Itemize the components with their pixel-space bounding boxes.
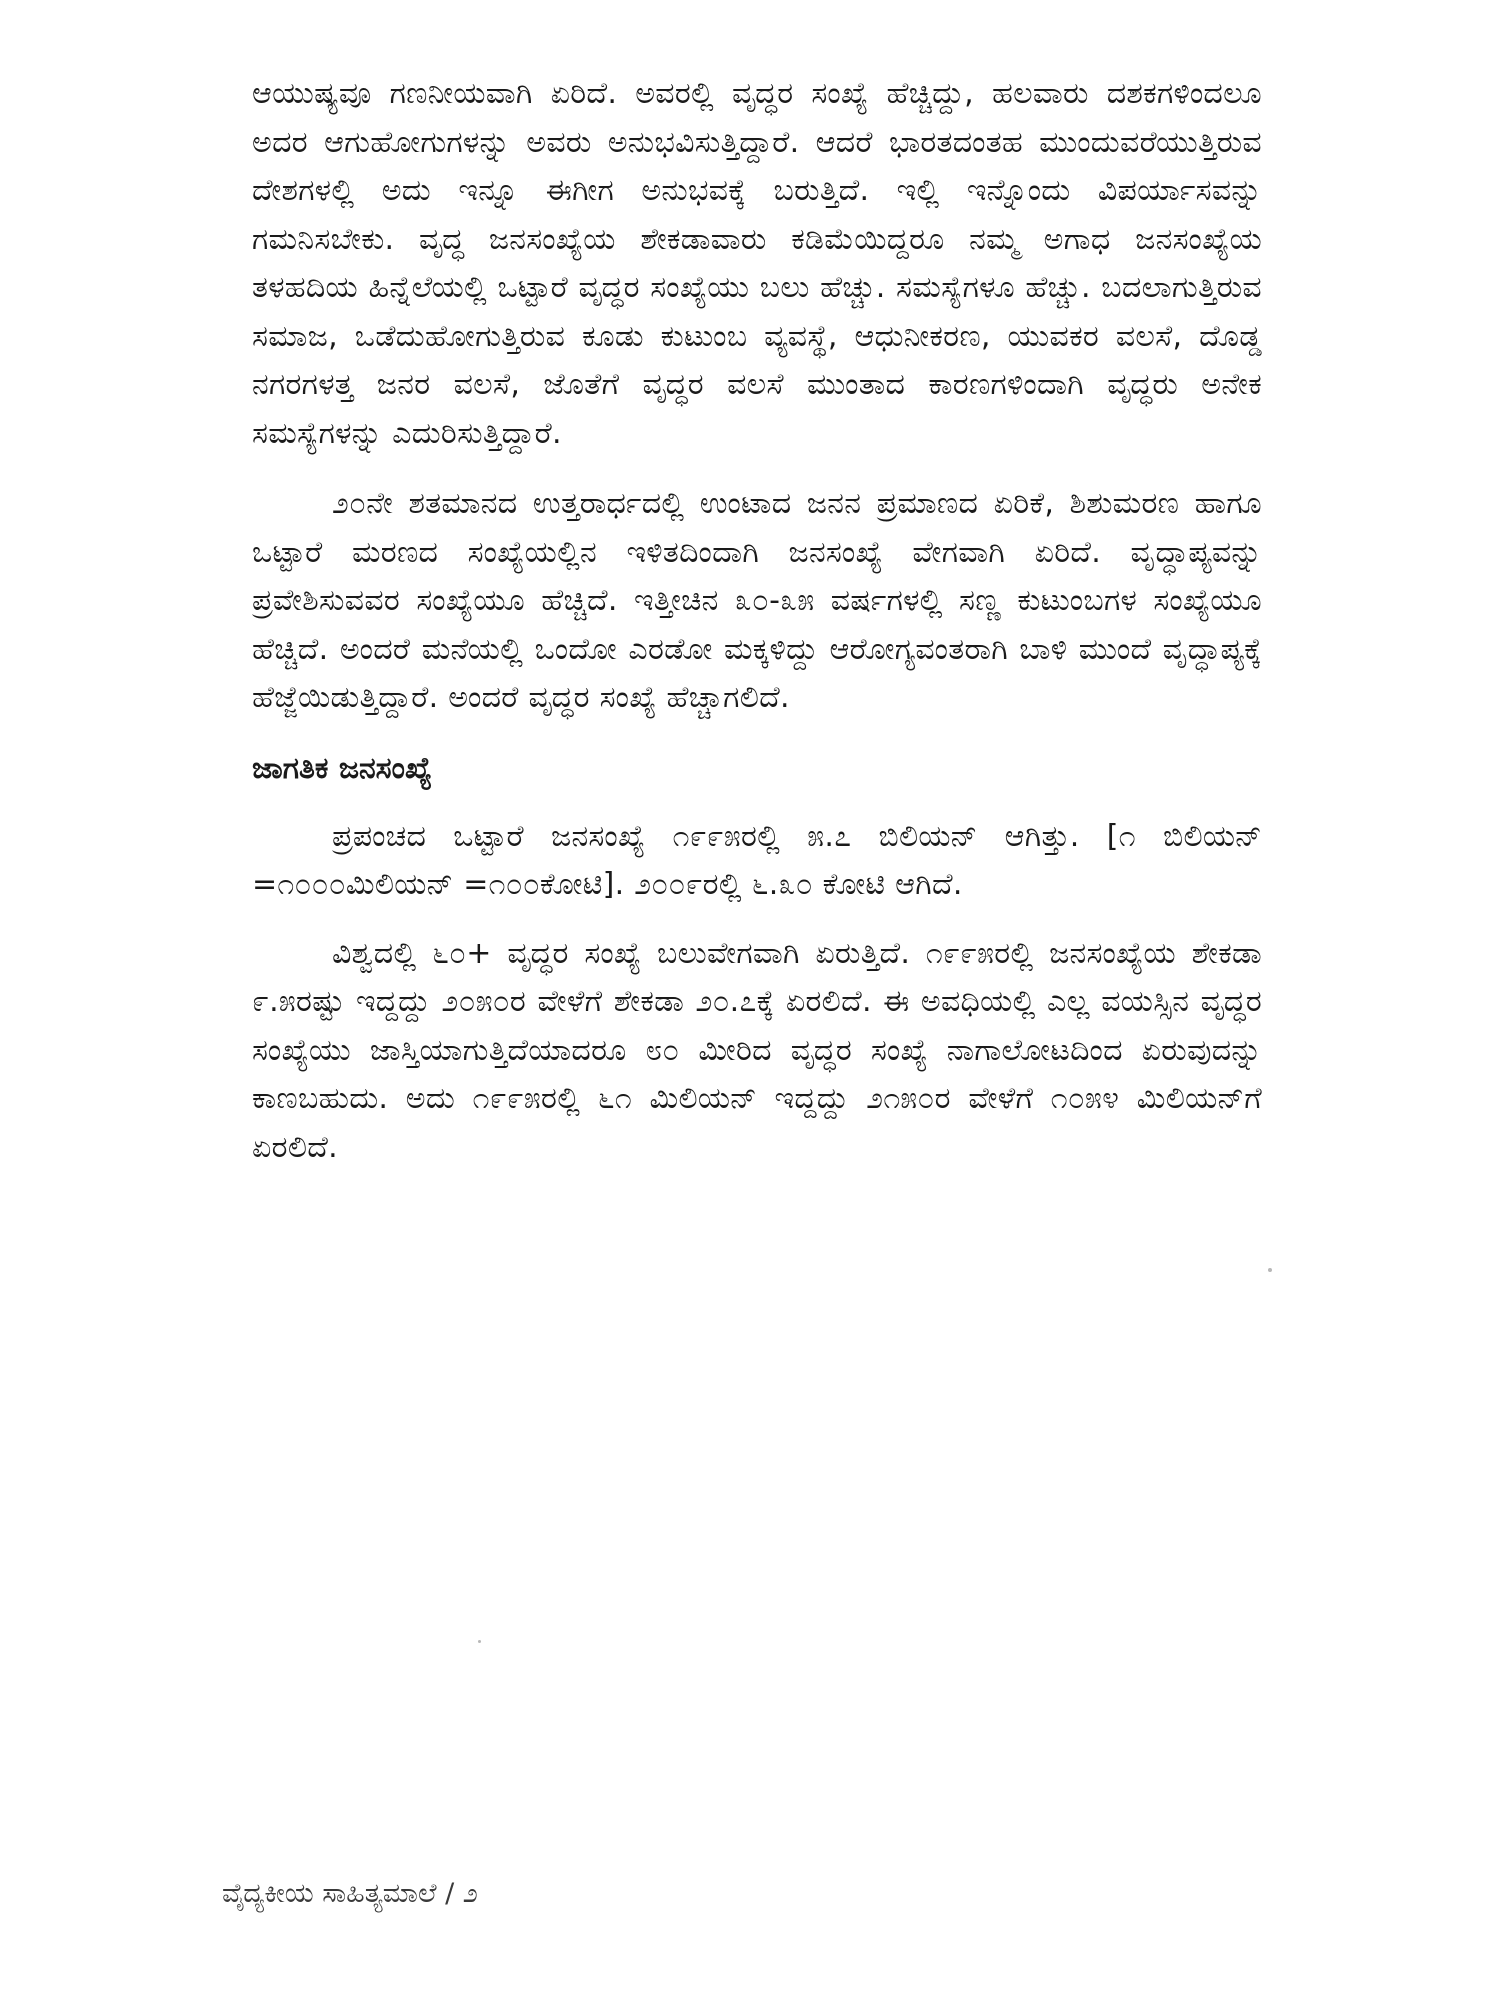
paragraph-elderly-growth: ವಿಶ್ವದಲ್ಲಿ ೬೦+ ವೃದ್ಧರ ಸಂಖ್ಯೆ ಬಲುವೇಗವಾಗಿ ಏರುತ್ತಿದೆ. ೧೯೯೫ರಲ್ಲಿ ಜನಸಂಖ್ಯೆಯ ಶೇಕಡಾ ೯.೫ರಷ್ಟು ಇದ್ದದ್ದು ೨೦೫೦ರ ವೇಳೆಗೆ ಶೇಕಡಾ ೨೦.೭ಕ್ಕೆ ಏರಲಿದೆ. ಈ ಅವಧಿಯಲ್ಲಿ ಎಲ್ಲ ವಯಸ್ಸಿನ ವೃದ್ಧರ ಸಂಖ್ಯೆಯು ಜಾಸ್ತಿಯಾಗುತ್ತಿದೆಯಾದರೂ ೮೦ ಮೀರಿದ ವೃದ್ಧರ ಸಂಖ್ಯೆ ನಾಗಾಲೋಟದಿಂದ ಏರುವುದನ್ನು ಕಾಣಬಹುದು. ಅದು ೧೯೯೫ರಲ್ಲಿ ೬೧ ಮಿಲಿಯನ್ ಇದ್ದದ್ದು ೨೧೫೦ರ ವೇಳೆಗೆ ೧೦೫೪ ಮಿಲಿಯನ್‌ಗೆ ಏರಲಿದೆ.: [252, 935, 1262, 1165]
section-heading: ಜಾಗತಿಕ ಜನಸಂಖ್ಯೆ: [252, 750, 433, 786]
paragraph-intro: ಆಯುಷ್ಯವೂ ಗಣನೀಯವಾಗಿ ಏರಿದೆ. ಅವರಲ್ಲಿ ವೃದ್ಧರ ಸಂಖ್ಯೆ ಹೆಚ್ಚಿದ್ದು, ಹಲವಾರು ದಶಕಗಳಿಂದಲೂ ಅದರ ಆಗುಹೋಗುಗಳನ್ನು ಅವರು ಅನುಭವಿಸುತ್ತಿದ್ದಾರೆ. ಆದರೆ ಭಾರತದಂತಹ ಮುಂದುವರೆಯುತ್ತಿರುವ ದೇಶಗಳಲ್ಲಿ ಅದು ಇನ್ನೂ ಈಗೀಗ ಅನುಭವಕ್ಕೆ ಬರುತ್ತಿದೆ. ಇಲ್ಲಿ ಇನ್ನೊಂದು ವಿಪರ್ಯಾಸವನ್ನು ಗಮನಿಸಬೇಕು. ವೃದ್ಧ ಜನಸಂಖ್ಯೆಯ ಶೇಕಡಾವಾರು ಕಡಿಮೆಯಿದ್ದರೂ ನಮ್ಮ ಅಗಾಧ ಜನಸಂಖ್ಯೆಯ ತಳಹದಿಯ ಹಿನ್ನೆಲೆಯಲ್ಲಿ ಒಟ್ಟಾರೆ ವೃದ್ಧರ ಸಂಖ್ಯೆಯು ಬಲು ಹೆಚ್ಚು. ಸಮಸ್ಯೆಗಳೂ ಹೆಚ್ಚು. ಬದಲಾಗುತ್ತಿರುವ ಸಮಾಜ, ಒಡೆದುಹೋಗುತ್ತಿರುವ ಕೂಡು ಕುಟುಂಬ ವ್ಯವಸ್ಥೆ, ಆಧುನೀಕರಣ, ಯುವಕರ ವಲಸೆ, ದೊಡ್ಡ ನಗರಗಳತ್ತ ಜನರ ವಲಸೆ, ಜೊತೆಗೆ ವೃದ್ಧರ ವಲಸೆ ಮುಂತಾದ ಕಾರಣಗಳಿಂದಾಗಿ ವೃದ್ಧರು ಅನೇಕ ಸಮಸ್ಯೆಗಳನ್ನು ಎದುರಿಸುತ್ತಿದ್ದಾರೆ.: [252, 76, 1262, 451]
scan-speck: [1268, 1268, 1272, 1272]
page-content: [252, 70, 1262, 1172]
paragraph-world-population: ಪ್ರಪಂಚದ ಒಟ್ಟಾರೆ ಜನಸಂಖ್ಯೆ ೧೯೯೫ರಲ್ಲಿ ೫.೭ ಬಿಲಿಯನ್ ಆಗಿತ್ತು. [೧ ಬಿಲಿಯನ್ =೧೦೦೦ಮಿಲಿಯನ್ =೧೦೦ಕೋಟಿ]. ೨೦೦೯ರಲ್ಲಿ ೬.೩೦ ಕೋಟಿ ಆಗಿದೆ.: [252, 818, 1262, 902]
page-footer: ವೈದ್ಯಕೀಯ ಸಾಹಿತ್ಯಮಾಲೆ / ೨: [222, 1878, 478, 1909]
scan-speck: [478, 1640, 481, 1643]
paragraph-population-growth: ೨೦ನೇ ಶತಮಾನದ ಉತ್ತರಾರ್ಧದಲ್ಲಿ ಉಂಟಾದ ಜನನ ಪ್ರಮಾಣದ ಏರಿಕೆ, ಶಿಶುಮರಣ ಹಾಗೂ ಒಟ್ಟಾರೆ ಮರಣದ ಸಂಖ್ಯೆಯಲ್ಲಿನ ಇಳಿತದಿಂದಾಗಿ ಜನಸಂಖ್ಯೆ ವೇಗವಾಗಿ ಏರಿದೆ. ವೃದ್ಧಾಪ್ಯವನ್ನು ಪ್ರವೇಶಿಸುವವರ ಸಂಖ್ಯೆಯೂ ಹೆಚ್ಚಿದೆ. ಇತ್ತೀಚಿನ ೩೦-೩೫ ವರ್ಷಗಳಲ್ಲಿ ಸಣ್ಣ ಕುಟುಂಬಗಳ ಸಂಖ್ಯೆಯೂ ಹೆಚ್ಚಿದೆ. ಅಂದರೆ ಮನೆಯಲ್ಲಿ ಒಂದೋ ಎರಡೋ ಮಕ್ಕಳಿದ್ದು ಆರೋಗ್ಯವಂತರಾಗಿ ಬಾಳಿ ಮುಂದೆ ವೃದ್ಧಾಪ್ಯಕ್ಕೆ ಹೆಜ್ಜೆಯಿಡುತ್ತಿದ್ದಾರೆ. ಅಂದರೆ ವೃದ್ಧರ ಸಂಖ್ಯೆ ಹೆಚ್ಚಾಗಲಿದೆ.: [252, 486, 1262, 715]
